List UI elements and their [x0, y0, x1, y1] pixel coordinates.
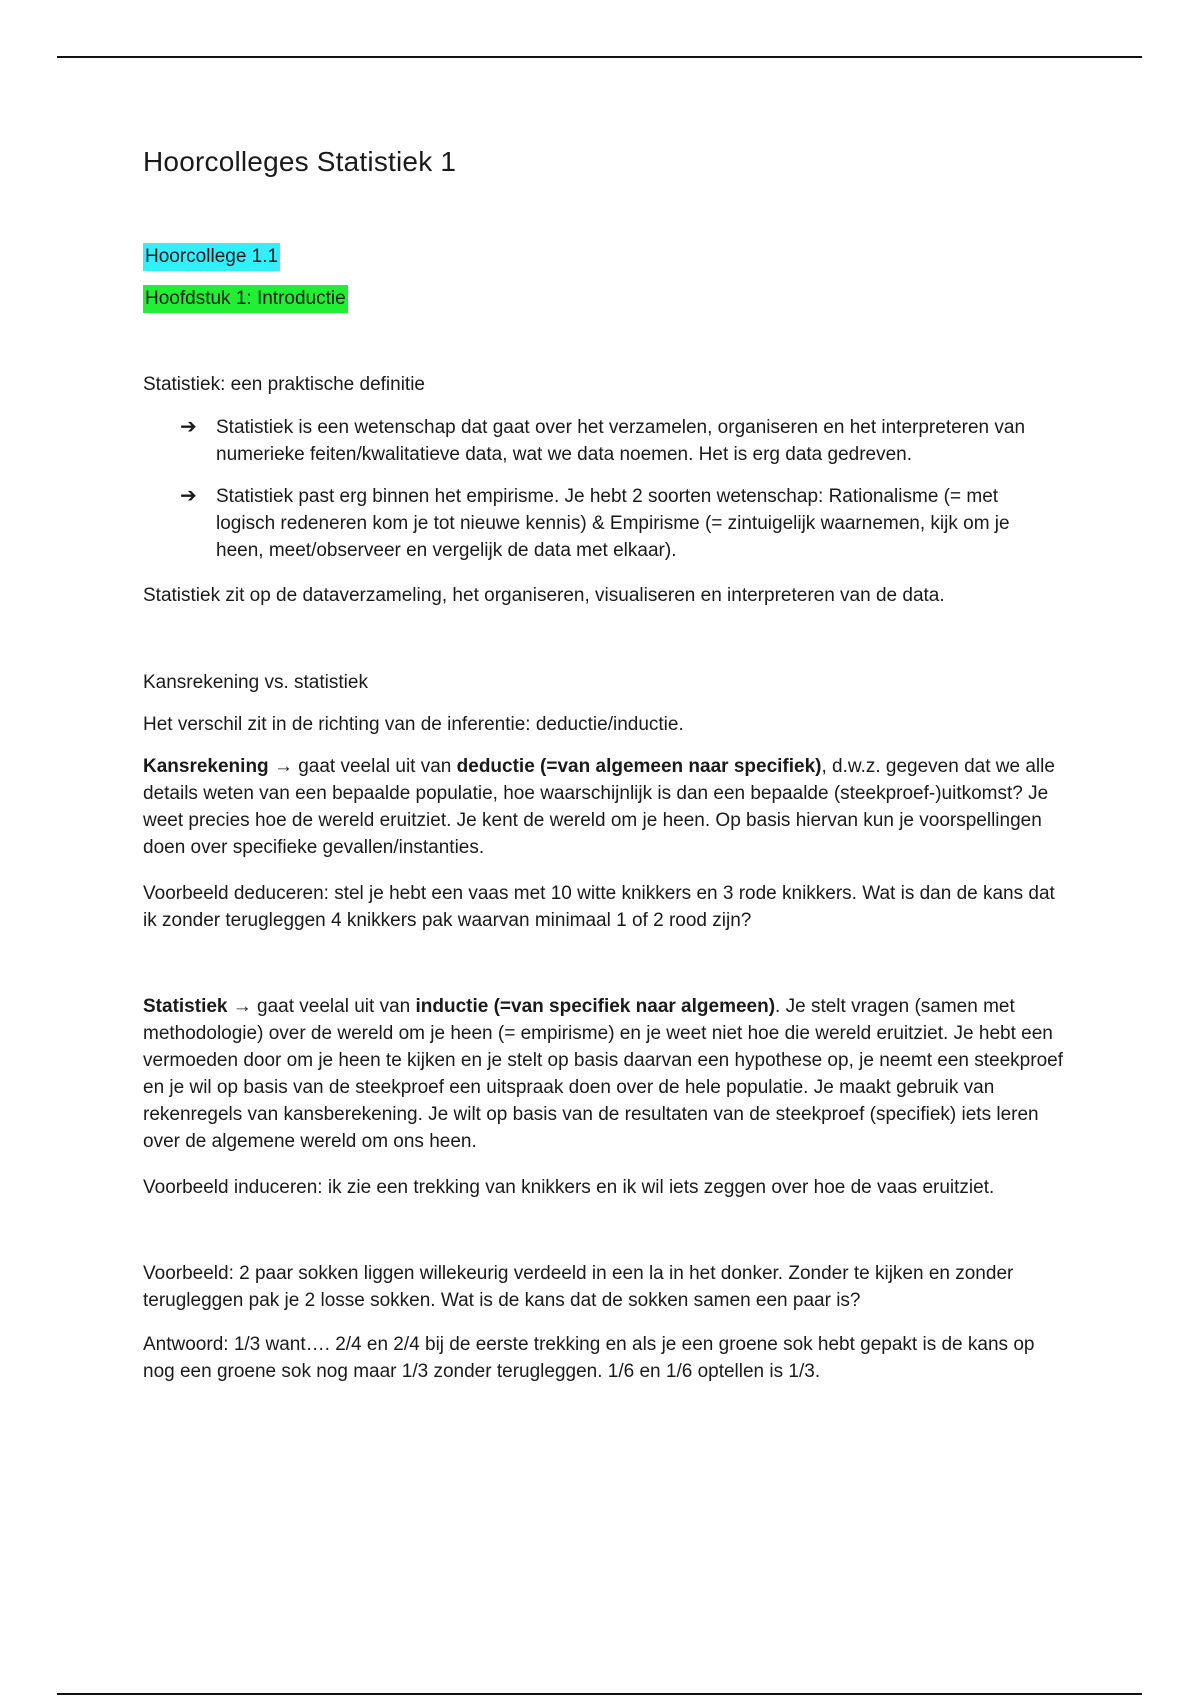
arrow-icon: →	[273, 756, 293, 777]
kansrekening-paragraph	[143, 753, 1063, 861]
section2-intro: Het verschil zit in de richting van de inferentie: deductie/inductie.	[143, 714, 684, 735]
statistiek-text-pre: gaat veelal uit van	[251, 996, 416, 1017]
statistiek-paragraph	[143, 993, 1063, 1155]
answer-socks: Antwoord: 1/3 want…. 2/4 en 2/4 bij de eerste trekking en als je een groene sok hebt gepakt is de kans op nog een groene sok nog maar 1/3 zonder terugleggen. 1/6 en 1/6 optellen is 1/3.	[143, 1334, 1035, 1382]
arrow-icon: ➔	[180, 485, 197, 507]
kansrekening-text-rest: , d.w.z. gegeven dat we alle details weten van een bepaalde populatie, hoe waarschijnlijk is dan een bepaalde (steekproef-)uitkomst? Je weet precies hoe de wereld eruitziet. Je kent de wereld om je heen. Op basis hiervan kun je voorspellingen doen over specifieke gevallen/instanties.	[143, 756, 1055, 858]
bottom-rule	[57, 1693, 1142, 1695]
kansrekening-text-pre: gaat veelal uit van	[292, 756, 457, 777]
kansrekening-term: Kansrekening	[143, 756, 269, 777]
section2-heading: Kansrekening vs. statistiek	[143, 672, 368, 693]
lecture-highlight: Hoorcollege 1.1	[143, 243, 280, 271]
top-rule	[57, 56, 1142, 58]
section1-summary: Statistiek zit op de dataverzameling, het organiseren, visualiseren en interpreteren van de data.	[143, 585, 945, 606]
document-title: Hoorcolleges Statistiek 1	[143, 146, 457, 177]
statistiek-term: Statistiek	[143, 996, 228, 1017]
example-deduce: Voorbeeld deduceren: stel je hebt een vaas met 10 witte knikkers en 3 rode knikkers. Wat is dan de kans dat ik zonder terugleggen 4 knikkers pak waarvan minimaal 1 of 2 rood zijn?	[143, 883, 1055, 931]
inductie-term: inductie (=van specifiek naar algemeen)	[415, 996, 776, 1017]
arrow-icon: ➔	[180, 416, 197, 438]
deductie-term: deductie (=van algemeen naar specifiek)	[456, 756, 822, 777]
bullet-text: Statistiek is een wetenschap dat gaat over het verzamelen, organiseren en het interpreteren van numerieke feiten/kwalitatieve data, wat we data noemen. Het is erg data gedreven.	[216, 417, 1026, 465]
chapter-highlight: Hoofdstuk 1: Introductie	[143, 285, 348, 313]
example-socks: Voorbeeld: 2 paar sokken liggen willekeurig verdeeld in een la in het donker. Zonder te kijken en zonder terugleggen pak je 2 losse sokken. Wat is de kans dat de sokken samen een paar is?	[143, 1263, 1014, 1311]
section1-heading: Statistiek: een praktische definitie	[143, 374, 425, 395]
bullet-item	[180, 483, 1060, 564]
statistiek-text-rest: . Je stelt vragen (samen met methodologie) over de wereld om je heen (= empirisme) en je weet niet hoe die wereld eruitziet. Je hebt een vermoeden door om je heen te kijken en je stelt op basis daarvan een hypothese op, je neemt een steekproef en je wil op basis van de steekproef een uitspraak doen over de hele populatie. Je maakt gebruik van rekenregels van kansberekening. Je wilt op basis van de resultaten van de steekproef (specifiek) iets leren over de algemene wereld om ons heen.	[143, 996, 1063, 1152]
bullet-text: Statistiek past erg binnen het empirisme. Je hebt 2 soorten wetenschap: Rationalisme (= met logisch redeneren kom je tot nieuwe kennis) & Empirisme (= zintuigelijk waarnemen, kijk om je heen, meet/observeer en vergelijk de data met elkaar).	[216, 486, 1010, 561]
example-induce: Voorbeeld induceren: ik zie een trekking van knikkers en ik wil iets zeggen over hoe de vaas eruitziet.	[143, 1177, 995, 1198]
arrow-icon: →	[232, 996, 252, 1017]
bullet-item	[180, 414, 1060, 468]
